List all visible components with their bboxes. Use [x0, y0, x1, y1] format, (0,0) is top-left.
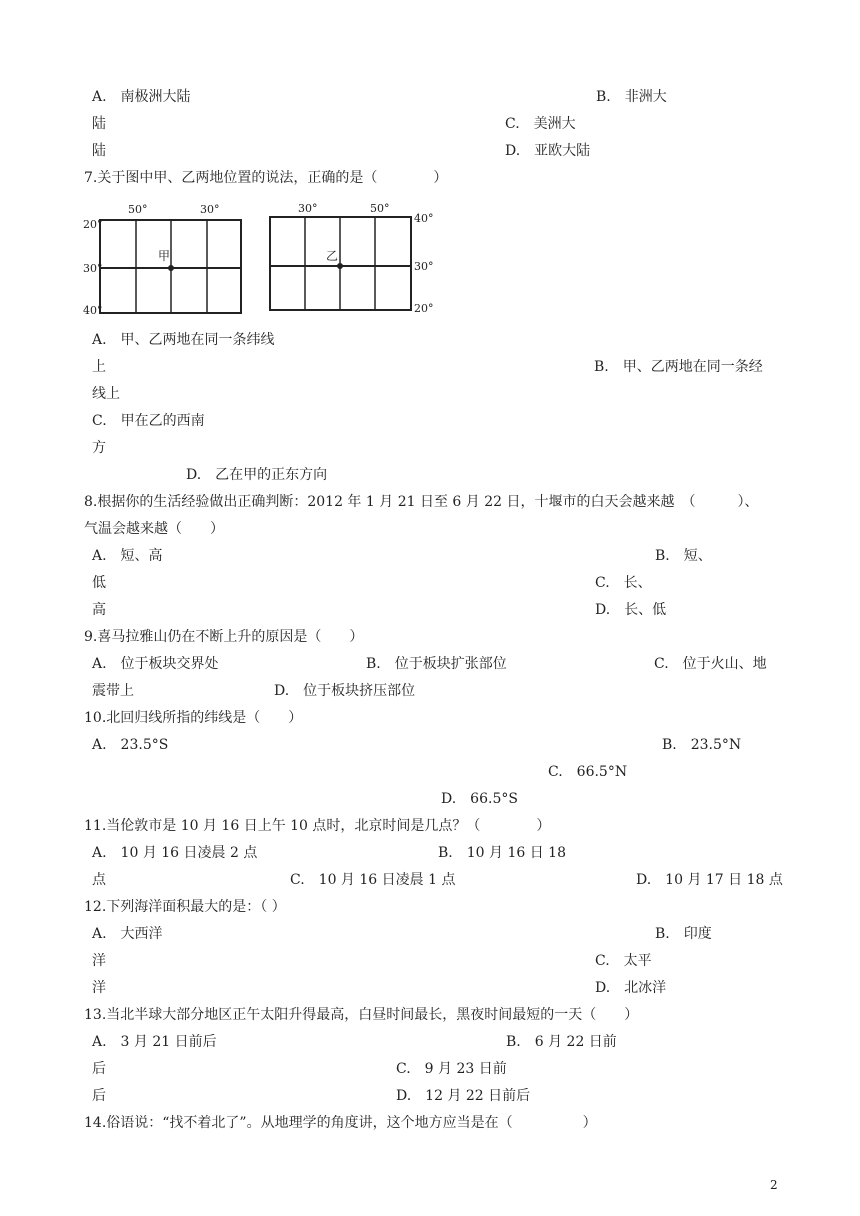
- q11-option-b: B. 10 月 16 日 18: [438, 845, 566, 861]
- q13-option-b: B. 6 月 22 日前: [506, 1034, 617, 1050]
- q13-wrap-text: 后: [92, 1061, 106, 1077]
- q11-option-a: A. 10 月 16 日凌晨 2 点: [92, 845, 258, 861]
- side-label: 20°: [83, 218, 103, 231]
- q10-option-a: A. 23.5°S: [92, 737, 169, 753]
- q10-stem: 10.北回归线所指的纬线是（ ）: [84, 710, 303, 726]
- top-label: 30°: [298, 202, 318, 215]
- q12-stem: 12.下列海洋面积最大的是：（ ）: [84, 899, 286, 915]
- q11-option-c: C. 10 月 16 日凌晨 1 点: [290, 872, 456, 888]
- q6-wrap-text: 陆: [92, 116, 106, 132]
- q7-option-d: D. 乙在甲的正东方向: [186, 467, 328, 483]
- q8-wrap-text: 低: [92, 575, 106, 591]
- q7-option-b: B. 甲、乙两地在同一条经: [594, 359, 763, 375]
- q14-stem: 14.俗语说：“找不着北了”。从地理学的角度讲，这个地方应当是在（ ）: [84, 1115, 597, 1131]
- q8-stem: 气温会越来越（ ）: [84, 521, 224, 537]
- q7-option-c: C. 甲在乙的西南: [92, 413, 205, 429]
- point-yi: [337, 263, 343, 269]
- q13-option-d: D. 12 月 22 日前后: [396, 1088, 531, 1104]
- q10-option-b: B. 23.5°N: [662, 737, 742, 753]
- q9-option-d: D. 位于板块挤压部位: [274, 683, 416, 699]
- q6-option-b: B. 非洲大: [596, 89, 667, 105]
- q6-option-a: A. 南极洲大陆: [92, 89, 191, 105]
- q8-option-b: B. 短、: [655, 548, 712, 564]
- point-yi-label: 乙: [326, 249, 339, 263]
- side-label: 30°: [414, 260, 434, 273]
- q8-option-c: C. 长、: [595, 575, 652, 591]
- q9-wrap-text: 震带上: [92, 683, 134, 699]
- q7-wrap-text: 上: [92, 359, 106, 375]
- q12-option-b: B. 印度: [655, 926, 712, 942]
- latitude-longitude-grid-left: [80, 198, 255, 320]
- q8-wrap-text: 高: [92, 602, 106, 618]
- q12-wrap-text: 洋: [92, 980, 106, 996]
- q12-option-c: C. 太平: [595, 953, 652, 969]
- point-jia: [168, 265, 174, 271]
- q12-wrap-text: 洋: [92, 953, 106, 969]
- q6-wrap-text: 陆: [92, 143, 106, 159]
- q6-option-d: D. 亚欧大陆: [505, 143, 591, 159]
- q7-option-a: A. 甲、乙两地在同一条纬线: [92, 332, 275, 348]
- q9-option-b: B. 位于板块扩张部位: [366, 656, 507, 672]
- top-label: 30°: [200, 203, 220, 216]
- page-number: 2: [770, 1178, 778, 1192]
- q10-option-c: C. 66.5°N: [548, 764, 628, 780]
- q7-stem: 7.关于图中甲、乙两地位置的说法，正确的是（ ）: [84, 170, 448, 186]
- q13-wrap-text: 后: [92, 1088, 106, 1104]
- q6-option-c: C. 美洲大: [505, 116, 576, 132]
- top-label: 50°: [128, 203, 148, 216]
- q8-option-a: A. 短、高: [92, 548, 163, 564]
- side-label: 40°: [83, 304, 103, 317]
- point-jia-label: 甲: [158, 249, 171, 263]
- side-label: 40°: [414, 212, 434, 225]
- q8-stem: 8.根据你的生活经验做出正确判断：2012 年 1 月 21 日至 6 月 22 日，十堰市的白天会越来越 （ ）、: [84, 494, 759, 510]
- side-label: 30°: [83, 262, 103, 275]
- q11-option-d: D. 10 月 17 日 18 点: [636, 872, 783, 888]
- q9-stem: 9.喜马拉雅山仍在不断上升的原因是（ ）: [84, 629, 364, 645]
- q13-option-a: A. 3 月 21 日前后: [92, 1034, 217, 1050]
- q10-option-d: D. 66.5°S: [441, 791, 518, 807]
- q11-wrap-text: 点: [92, 872, 106, 888]
- q12-option-a: A. 大西洋: [92, 926, 163, 942]
- latitude-longitude-grid-right: [262, 198, 437, 320]
- q9-option-c: C. 位于火山、地: [654, 656, 767, 672]
- q13-stem: 13.当北半球大部分地区正午太阳升得最高，白昼时间最长，黑夜时间最短的一天（ ）: [84, 1007, 639, 1023]
- q8-option-d: D. 长、低: [595, 602, 667, 618]
- q13-option-c: C. 9 月 23 日前: [396, 1061, 507, 1077]
- q7-wrap-text: 方: [92, 440, 106, 456]
- top-label: 50°: [370, 202, 390, 215]
- q12-option-d: D. 北冰洋: [595, 980, 667, 996]
- q11-stem: 11.当伦敦市是 10 月 16 日上午 10 点时，北京时间是几点？（ ）: [84, 818, 551, 834]
- q7-wrap-text: 线上: [92, 386, 120, 402]
- side-label: 20°: [414, 302, 434, 315]
- q9-option-a: A. 位于板块交界处: [92, 656, 219, 672]
